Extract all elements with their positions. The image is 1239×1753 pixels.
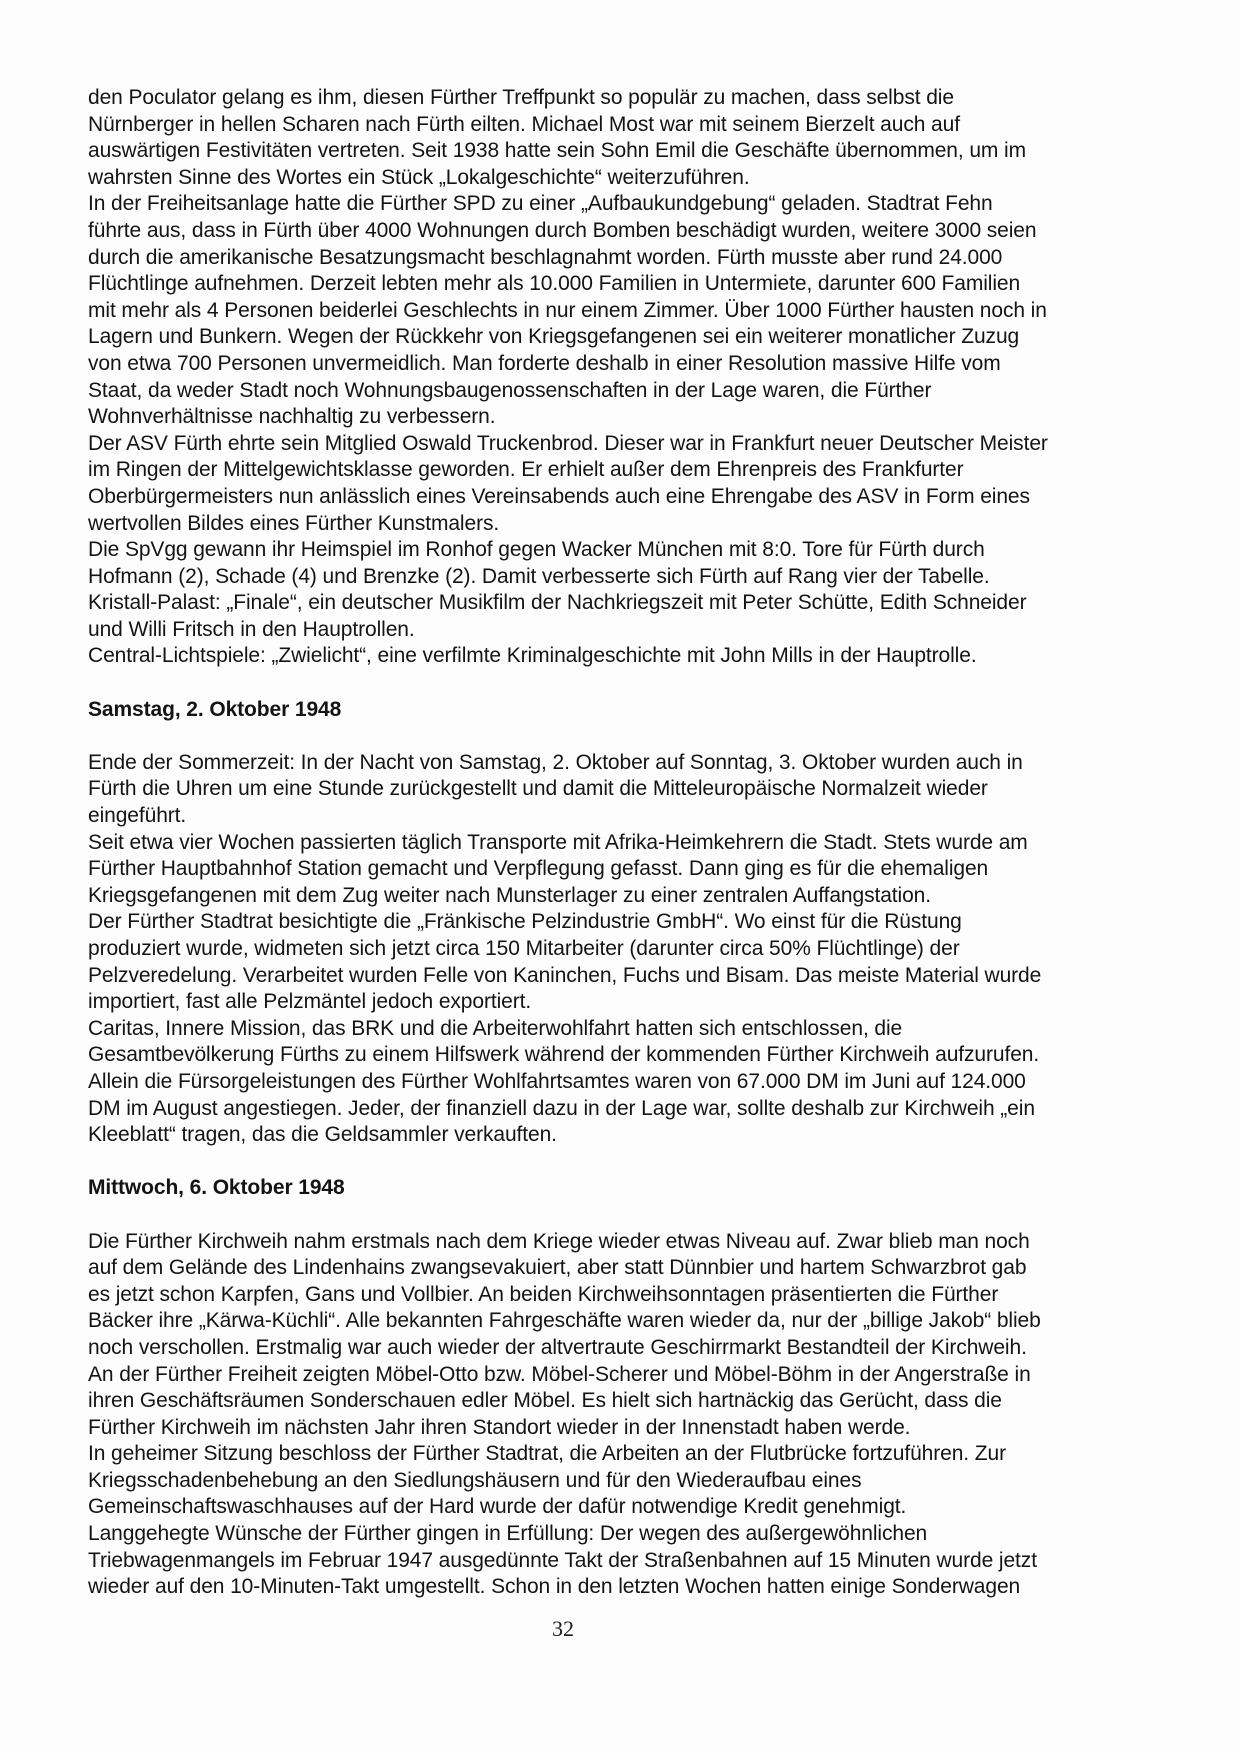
text-line: den Poculator gelang es ihm, diesen Fürther Treffpunkt so populär zu machen, dass selbst die	[88, 86, 954, 109]
section-heading: Mittwoch, 6. Oktober 1948	[88, 1176, 345, 1200]
text-line: noch verschollen. Erstmalig war auch wieder der altvertraute Geschirrmarkt Bestandteil der Kirchweih.	[88, 1335, 1027, 1359]
text-line: Hofmann (2), Schade (4) und Brenzke (2). Damit verbesserte sich Fürth auf Rang vier der Tabelle.	[88, 564, 990, 588]
text-line: DM im August angestiegen. Jeder, der finanziell dazu in der Lage war, sollte deshalb zur Kirchweih „ein	[88, 1096, 1035, 1120]
text-line: Ende der Sommerzeit: In der Nacht von Samstag, 2. Oktober auf Sonntag, 3. Oktober wurden auch in	[88, 750, 1023, 774]
paragraph	[88, 750, 1178, 1149]
text-line: auswärtigen Festivitäten vertreten. Seit 1938 hatte sein Sohn Emil die Geschäfte übernommen, um im	[88, 139, 1027, 163]
text-line: In geheimer Sitzung beschloss der Fürther Stadtrat, die Arbeiten an der Flutbrücke fortzuführen. Zur	[88, 1442, 1006, 1466]
text-line: Pelzveredelung. Verarbeitet wurden Felle von Kaninchen, Fuchs und Bisam. Das meiste Material wurde	[88, 963, 1042, 987]
section-heading: Samstag, 2. Oktober 1948	[88, 697, 342, 721]
text-line: Bäcker ihre „Kärwa-Küchli“. Alle bekannten Fahrgeschäfte waren wieder da, nur der „billige Jakob“ blieb	[88, 1309, 1041, 1333]
text-line: Kriegsgefangenen mit dem Zug weiter nach Munsterlager zu einer zentralen Auffangstation.	[88, 883, 931, 907]
text-line: Triebwagenmangels im Februar 1947 ausgedünnte Takt der Straßenbahnen auf 15 Minuten wurde jetzt	[88, 1548, 1037, 1572]
text-line: und Willi Fritsch in den Hauptrollen.	[88, 617, 415, 641]
text-line: Der Fürther Stadtrat besichtigte die „Fränkische Pelzindustrie GmbH“. Wo einst für die Rüstung	[88, 910, 962, 934]
text-line: im Ringen der Mittelgewichtsklasse geworden. Er erhielt außer dem Ehrenpreis des Frankfurter	[88, 458, 964, 482]
text-line: Kriegsschadenbehebung an den Siedlungshäusern und für den Wiederaufbau eines	[88, 1468, 862, 1492]
text-line: auf dem Gelände des Lindenhains zwangsevakuiert, aber statt Dünnbier und hartem Schwarzbrot gab	[88, 1256, 1027, 1280]
text-line: Lagern und Bunkern. Wegen der Rückkehr von Kriegsgefangenen sei ein weiterer monatlicher Zuzug	[88, 325, 1020, 349]
paragraph	[88, 85, 1178, 670]
paragraph	[88, 1229, 1178, 1601]
text-line: Flüchtlinge aufnehmen. Derzeit lebten mehr als 10.000 Familien in Untermiete, darunter 600 Familien	[88, 272, 1021, 296]
text-line: Central-Lichtspiele: „Zwielicht“, eine verfilmte Kriminalgeschichte mit John Mills in der Hauptrolle.	[88, 644, 977, 668]
text-line: Staat, da weder Stadt noch Wohnungsbaugenossenschaften in der Lage waren, die Fürther	[88, 378, 932, 402]
text-line: Gesamtbevölkerung Fürths zu einem Hilfswerk während der kommenden Fürther Kirchweih aufzurufen.	[88, 1043, 1040, 1067]
text-line: Fürther Kirchweih im nächsten Jahr ihren Standort wieder in der Innenstadt haben werde.	[88, 1415, 911, 1439]
text-line: ihren Geschäftsräumen Sonderschauen edler Möbel. Es hielt sich hartnäckig das Gerücht, dass die	[88, 1389, 1002, 1413]
text-line: Oberbürgermeisters nun anlässlich eines Vereinsabends auch eine Ehrengabe des ASV in Form eines	[88, 484, 1030, 508]
text-line: Wohnverhältnisse nachhaltig zu verbessern.	[88, 405, 496, 429]
text-line: Kristall-Palast: „Finale“, ein deutscher Musikfilm der Nachkriegszeit mit Peter Schütte, Edith Schneider	[88, 591, 1027, 615]
text-line: eingeführt.	[88, 804, 187, 828]
text-line: wahrsten Sinne des Wortes ein Stück „Lokalgeschichte“ weiterzuführen.	[88, 165, 750, 189]
text-line: Die Fürther Kirchweih nahm erstmals nach dem Kriege wieder etwas Niveau auf. Zwar blieb man noch	[88, 1229, 1030, 1253]
text-line: Fürther Hauptbahnhof Station gemacht und Verpflegung gefasst. Dann ging es für die ehemaligen	[88, 857, 989, 881]
text-line: mit mehr als 4 Personen beiderlei Geschlechts in nur einem Zimmer. Über 1000 Fürther hausten noch in	[88, 298, 1047, 322]
text-line: führte aus, dass in Fürth über 4000 Wohnungen durch Bomben beschädigt wurden, weitere 3000 seien	[88, 218, 1037, 242]
text-line: Nürnberger in hellen Scharen nach Fürth eilten. Michael Most war mit seinem Bierzelt auch auf	[88, 112, 960, 136]
text-line: Langgehegte Wünsche der Fürther gingen in Erfüllung: Der wegen des außergewöhnlichen	[88, 1522, 928, 1546]
text-line: Gemeinschaftswaschhauses auf der Hard wurde der dafür notwendige Kredit genehmigt.	[88, 1495, 907, 1519]
page-content	[88, 85, 1178, 1601]
text-line: In der Freiheitsanlage hatte die Fürther SPD zu einer „Aufbaukundgebung“ geladen. Stadtrat Fehn	[88, 192, 993, 216]
text-line: wieder auf den 10-Minuten-Takt umgestellt. Schon in den letzten Wochen hatten einige Sonderwagen	[88, 1575, 1021, 1599]
text-line: von etwa 700 Personen unvermeidlich. Man forderte deshalb in einer Resolution massive Hilfe vom	[88, 351, 1001, 375]
text-line: Allein die Fürsorgeleistungen des Fürther Wohlfahrtsamtes waren von 67.000 DM im Juni auf 124.000	[88, 1069, 1026, 1093]
text-line: An der Fürther Freiheit zeigten Möbel-Otto bzw. Möbel-Scherer und Möbel-Böhm in der Angerstraße in	[88, 1362, 1031, 1386]
text-line: produziert wurde, widmeten sich jetzt circa 150 Mitarbeiter (darunter circa 50% Flüchtlinge) der	[88, 937, 960, 960]
text-line: Kleeblatt“ tragen, das die Geldsammler verkauften.	[88, 1123, 557, 1147]
text-line: Caritas, Innere Mission, das BRK und die Arbeiterwohlfahrt hatten sich entschlossen, die	[88, 1016, 903, 1040]
text-line: wertvollen Bildes eines Fürther Kunstmalers.	[88, 511, 500, 535]
text-line: Die SpVgg gewann ihr Heimspiel im Ronhof gegen Wacker München mit 8:0. Tore für Fürth durch	[88, 538, 985, 562]
page-number: 32	[552, 1616, 574, 1641]
text-line: Fürth die Uhren um eine Stunde zurückgestellt und damit die Mitteleuropäische Normalzeit wieder	[88, 777, 988, 801]
text-line: Der ASV Fürth ehrte sein Mitglied Oswald Truckenbrod. Dieser war in Frankfurt neuer Deutscher Meister	[88, 431, 1048, 455]
text-line: es jetzt schon Karpfen, Gans und Vollbier. An beiden Kirchweihsonntagen präsentierten die Fürther	[88, 1282, 999, 1306]
text-line: durch die amerikanische Besatzungsmacht beschlagnahmt worden. Fürth musste aber rund 24.000	[88, 245, 1003, 269]
text-line: importiert, fast alle Pelzmäntel jedoch exportiert.	[88, 990, 532, 1014]
text-line: Seit etwa vier Wochen passierten täglich Transporte mit Afrika-Heimkehrern die Stadt. Stets wurde am	[88, 830, 1028, 854]
